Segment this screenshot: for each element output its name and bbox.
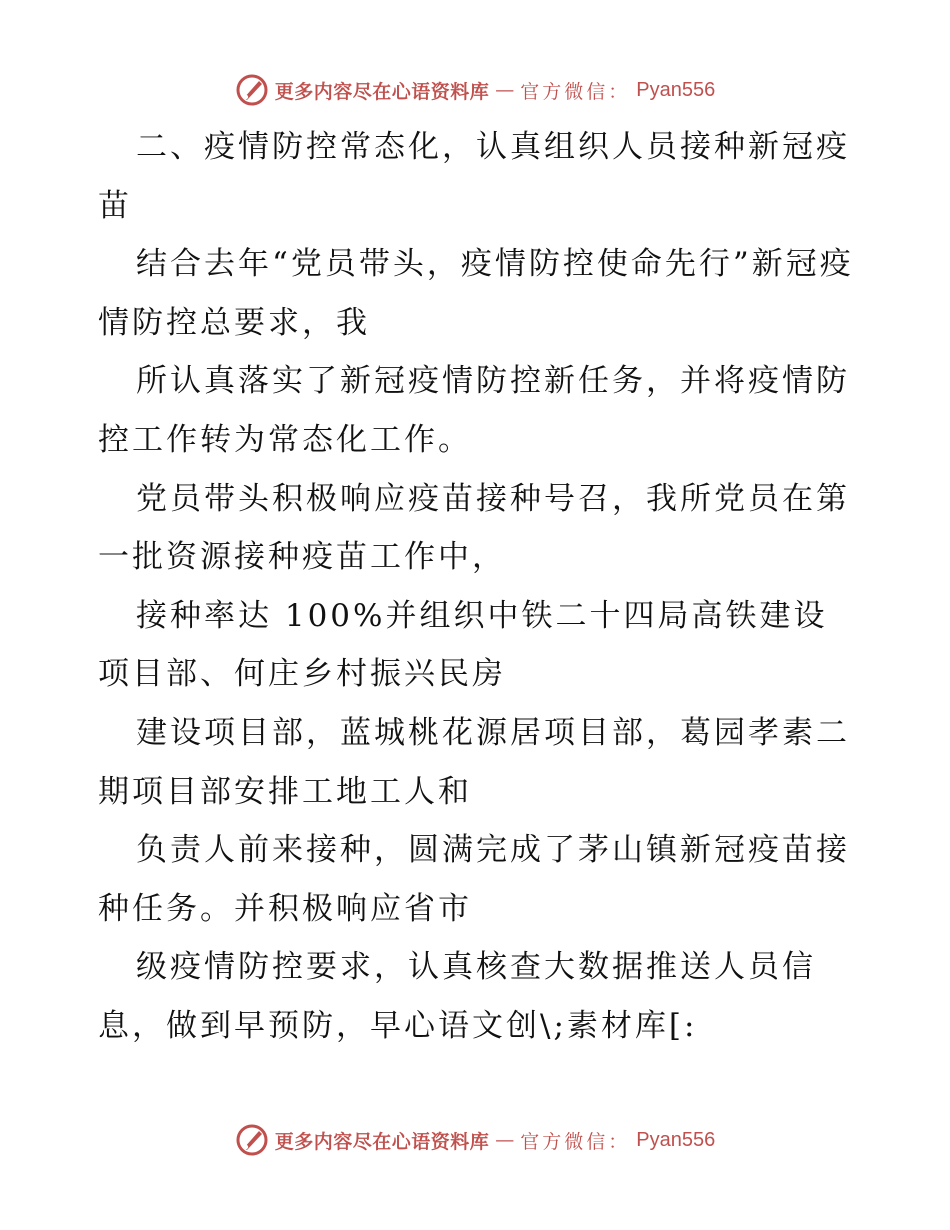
paragraph-8: 级疫情防控要求，认真核查大数据推送人员信息，做到早预防，早心语文创\;素材库[:: [98, 949, 816, 1044]
footer-separator: —: [495, 1129, 515, 1151]
quill-seal-logo-icon: [235, 73, 269, 107]
paragraph-3: 所认真落实了新冠疫情防控新任务，并将疫情防控工作转为常态化工作。: [98, 363, 850, 458]
header-wechat-label: 官方微信：: [520, 80, 631, 103]
paragraph-2: 结合去年“党员带头，疫情防控使命先行”新冠疫情防控总要求，我: [98, 246, 854, 341]
footer-wechat-label: 官方微信：: [520, 1130, 631, 1153]
quill-seal-logo-icon: [235, 1123, 269, 1157]
document-body: [98, 118, 854, 1056]
header-watermark-banner: [0, 70, 950, 110]
paragraph-6: 建设项目部，蓝城桃花源居项目部，葛园孝素二期项目部安排工地工人和: [98, 714, 850, 810]
footer-wechat-id: Pyan556: [636, 1128, 716, 1151]
header-brand-text: 更多内容尽在心语资料库: [274, 80, 490, 103]
footer-watermark-banner: [0, 1120, 950, 1160]
paragraph-5: 接种率达 100%并组织中铁二十四局高铁建设项目部、何庄乡村振兴民房: [98, 597, 828, 693]
paragraph-1: 二、疫情防控常态化，认真组织人员接种新冠疫苗: [98, 129, 850, 224]
footer-brand-text: 更多内容尽在心语资料库: [274, 1130, 490, 1153]
header-separator: —: [495, 79, 515, 101]
paragraph-4: 党员带头积极响应疫苗接种号召，我所党员在第一批资源接种疫苗工作中，: [98, 480, 850, 576]
paragraph-7: 负责人前来接种，圆满完成了茅山镇新冠疫苗接种任务。并积极响应省市: [98, 832, 850, 927]
header-wechat-id: Pyan556: [636, 78, 716, 101]
